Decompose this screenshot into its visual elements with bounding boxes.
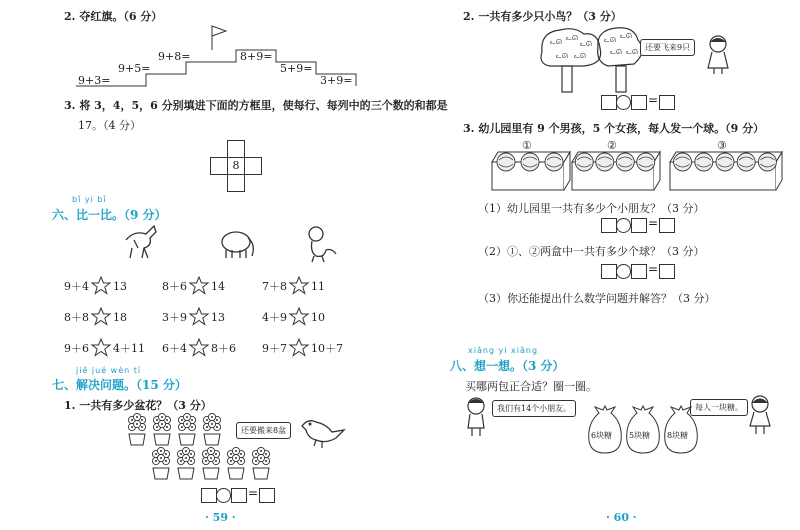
ball-icon xyxy=(596,153,614,171)
flower-pot-icon xyxy=(200,448,222,480)
comparison-left: 9＋4 xyxy=(64,280,89,293)
ball-icon xyxy=(737,153,755,171)
comparison-right: 13 xyxy=(113,280,127,293)
sec8-title: 八、想一想。（3 分） xyxy=(450,359,565,373)
comparison-item xyxy=(64,338,145,356)
star-compare-icon[interactable] xyxy=(289,307,309,325)
comparison-left: 8＋6 xyxy=(162,280,187,293)
flower-pot-icon xyxy=(201,414,223,446)
girl-icon xyxy=(704,34,734,74)
ball-box xyxy=(670,150,782,194)
comparison-right: 14 xyxy=(211,280,225,293)
star-compare-icon[interactable] xyxy=(91,276,111,294)
star-compare-icon[interactable] xyxy=(289,276,309,294)
r-q3-sub2: （2）①、②两盒中一共有多少个球？（3 分） xyxy=(478,245,705,258)
r-answer-box-1[interactable] xyxy=(601,95,617,110)
star-compare-icon[interactable] xyxy=(189,338,209,356)
ball-icon xyxy=(545,153,563,171)
flower-pot-icon xyxy=(175,448,197,480)
ball-icon xyxy=(695,153,713,171)
cross-box-top[interactable] xyxy=(227,140,245,158)
ball-icon xyxy=(497,153,515,171)
r-answer-box-2[interactable] xyxy=(631,95,647,110)
q3-line2: 17。（4 分） xyxy=(78,119,141,132)
sec6-title: 六、比一比。（9 分） xyxy=(52,208,167,222)
star-compare-icon[interactable] xyxy=(189,307,209,325)
comparison-item xyxy=(262,338,343,356)
r-answer-box-8[interactable] xyxy=(631,264,647,279)
r-q3-title: 3. 幼儿园里有 9 个男孩，5 个女孩，每人发一个球。（9 分） xyxy=(463,122,765,135)
r-answer-box-3[interactable] xyxy=(659,95,675,110)
ball-icon xyxy=(637,153,655,171)
comparison-right: 10＋7 xyxy=(311,342,343,355)
ball-box-label: ③ xyxy=(717,139,727,152)
comparison-right: 10 xyxy=(311,311,325,324)
speech-bubble-candy: 每人一块糖。 xyxy=(690,399,748,416)
candy-bag-label: 5块糖 xyxy=(629,431,651,440)
comparison-right: 11 xyxy=(311,280,325,293)
cross-box-bottom[interactable] xyxy=(227,174,245,192)
flower-pot-icon xyxy=(151,414,173,446)
boy-icon xyxy=(462,396,492,436)
speech-bubble-children: 我们有14个小朋友。 xyxy=(492,400,576,417)
svg-text:ᓚᘏ: ᓚᘏ xyxy=(580,40,592,48)
svg-text:ᓚᘏ: ᓚᘏ xyxy=(556,52,568,60)
ball-box-label: ② xyxy=(607,139,617,152)
answer-box-3[interactable] xyxy=(259,488,275,503)
ball-box xyxy=(572,150,660,194)
comparison-left: 6＋4 xyxy=(162,342,187,355)
comparison-item xyxy=(64,307,127,325)
candy-bag-label: 8块糖 xyxy=(667,431,689,440)
sec8-pinyin: xiǎng yi xiǎng xyxy=(468,346,539,355)
ball-icon xyxy=(616,153,634,171)
girl-icon-2 xyxy=(746,394,776,434)
speech-bubble-flowers: 还要搬来8盆 xyxy=(236,422,291,439)
candy-bag-label: 6块糖 xyxy=(591,431,613,440)
r-q2-title: 2. 一共有多少只小鸟？（3 分） xyxy=(463,10,622,23)
sec7-pinyin: jiě jué wèn tí xyxy=(76,366,142,375)
q2-title: 2. 夺红旗。（6 分） xyxy=(64,10,163,23)
cross-box-center: 8 xyxy=(227,157,245,175)
sec8-instruction: 买哪两包正合适？圈一圈。 xyxy=(465,380,597,393)
sec6-pinyin: bǐ yi bǐ xyxy=(72,195,107,204)
r-equals-sign-1: = xyxy=(648,93,659,107)
r-answer-box-5[interactable] xyxy=(631,218,647,233)
cross-box-right[interactable] xyxy=(244,157,262,175)
cross-box-left[interactable] xyxy=(210,157,228,175)
star-compare-icon[interactable] xyxy=(91,338,111,356)
page-number-60: · 60 · xyxy=(606,511,637,524)
elephant-icon xyxy=(218,224,258,264)
monkey-icon xyxy=(302,224,342,264)
comparison-item xyxy=(162,307,225,325)
ball-box xyxy=(492,150,570,194)
r-operator-circle-2[interactable] xyxy=(616,218,631,233)
ball-icon xyxy=(758,153,776,171)
svg-text:ᓚᘏ: ᓚᘏ xyxy=(610,48,622,56)
flower-pot-icon xyxy=(250,448,272,480)
r-answer-box-9[interactable] xyxy=(659,264,675,279)
comparison-left: 8＋8 xyxy=(64,311,89,324)
ball-icon xyxy=(521,153,539,171)
comparison-left: 7＋8 xyxy=(262,280,287,293)
svg-text:ᓚᘏ: ᓚᘏ xyxy=(620,32,632,40)
stair-eq-1: 9+3= xyxy=(78,74,111,87)
ball-icon xyxy=(674,153,692,171)
flower-pot-icon xyxy=(150,448,172,480)
svg-text:ᓚᘏ: ᓚᘏ xyxy=(574,52,586,60)
stair-eq-5: 5+9= xyxy=(280,62,313,75)
answer-box-2[interactable] xyxy=(231,488,247,503)
comparison-item xyxy=(64,276,127,294)
svg-text:ᓚᘏ: ᓚᘏ xyxy=(566,34,578,42)
r-answer-box-7[interactable] xyxy=(601,264,617,279)
r-operator-circle-1[interactable] xyxy=(616,95,631,110)
sec7-title: 七、解决问题。（15 分） xyxy=(52,378,187,392)
zebra-icon xyxy=(120,222,160,262)
ball-box-label: ① xyxy=(522,139,532,152)
comparison-left: 3＋9 xyxy=(162,311,187,324)
comparison-left: 9＋6 xyxy=(64,342,89,355)
r-equals-sign-3: = xyxy=(648,262,659,276)
stair-eq-4: 8+9= xyxy=(240,50,273,63)
star-compare-icon[interactable] xyxy=(91,307,111,325)
comparison-item xyxy=(162,338,236,356)
ball-icon xyxy=(716,153,734,171)
bird-icon xyxy=(298,412,348,452)
operator-circle-1[interactable] xyxy=(216,488,231,503)
comparison-right: 4＋11 xyxy=(113,342,145,355)
page-number-59: · 59 · xyxy=(205,511,236,524)
comparison-left: 9＋7 xyxy=(262,342,287,355)
flower-pot-icon xyxy=(126,414,148,446)
stair-eq-2: 9+5= xyxy=(118,62,151,75)
r-equals-sign-2: = xyxy=(648,216,659,230)
r-operator-circle-3[interactable] xyxy=(616,264,631,279)
stair-eq-3: 9+8= xyxy=(158,50,191,63)
flower-pot-icon xyxy=(225,448,247,480)
red-flag-icon xyxy=(212,26,226,36)
r-q3-sub3: （3）你还能提出什么数学问题并解答？（3 分） xyxy=(478,292,716,305)
comparison-right: 13 xyxy=(211,311,225,324)
svg-text:ᓚᘏ: ᓚᘏ xyxy=(604,36,616,44)
comparison-right: 8＋6 xyxy=(211,342,236,355)
r-q3-sub1: （1）幼儿园里一共有多少个小朋友？（3 分） xyxy=(478,202,705,215)
r-answer-box-6[interactable] xyxy=(659,218,675,233)
comparison-left: 4＋9 xyxy=(262,311,287,324)
answer-box-1[interactable] xyxy=(201,488,217,503)
svg-text:ᓚᘏ: ᓚᘏ xyxy=(626,48,638,56)
speech-bubble-birds: 还要飞来9只 xyxy=(640,39,695,56)
flower-pot-icon xyxy=(176,414,198,446)
r-answer-box-4[interactable] xyxy=(601,218,617,233)
comparison-right: 18 xyxy=(113,311,127,324)
comparison-item xyxy=(262,276,325,294)
comparison-item xyxy=(262,307,325,325)
equals-sign-1: = xyxy=(248,486,259,500)
star-compare-icon[interactable] xyxy=(289,338,309,356)
svg-text:ᓚᘏ: ᓚᘏ xyxy=(550,38,562,46)
comparison-item xyxy=(162,276,225,294)
trees-with-birds xyxy=(540,26,660,96)
q3-line1: 3. 将 3，4，5，6 分别填进下面的方框里，使每行、每列中的三个数的和都是 xyxy=(64,99,448,112)
star-compare-icon[interactable] xyxy=(189,276,209,294)
sec7-q1: 1. 一共有多少盆花？（3 分） xyxy=(64,399,212,412)
ball-icon xyxy=(575,153,593,171)
stair-eq-6: 3+9= xyxy=(320,74,353,87)
